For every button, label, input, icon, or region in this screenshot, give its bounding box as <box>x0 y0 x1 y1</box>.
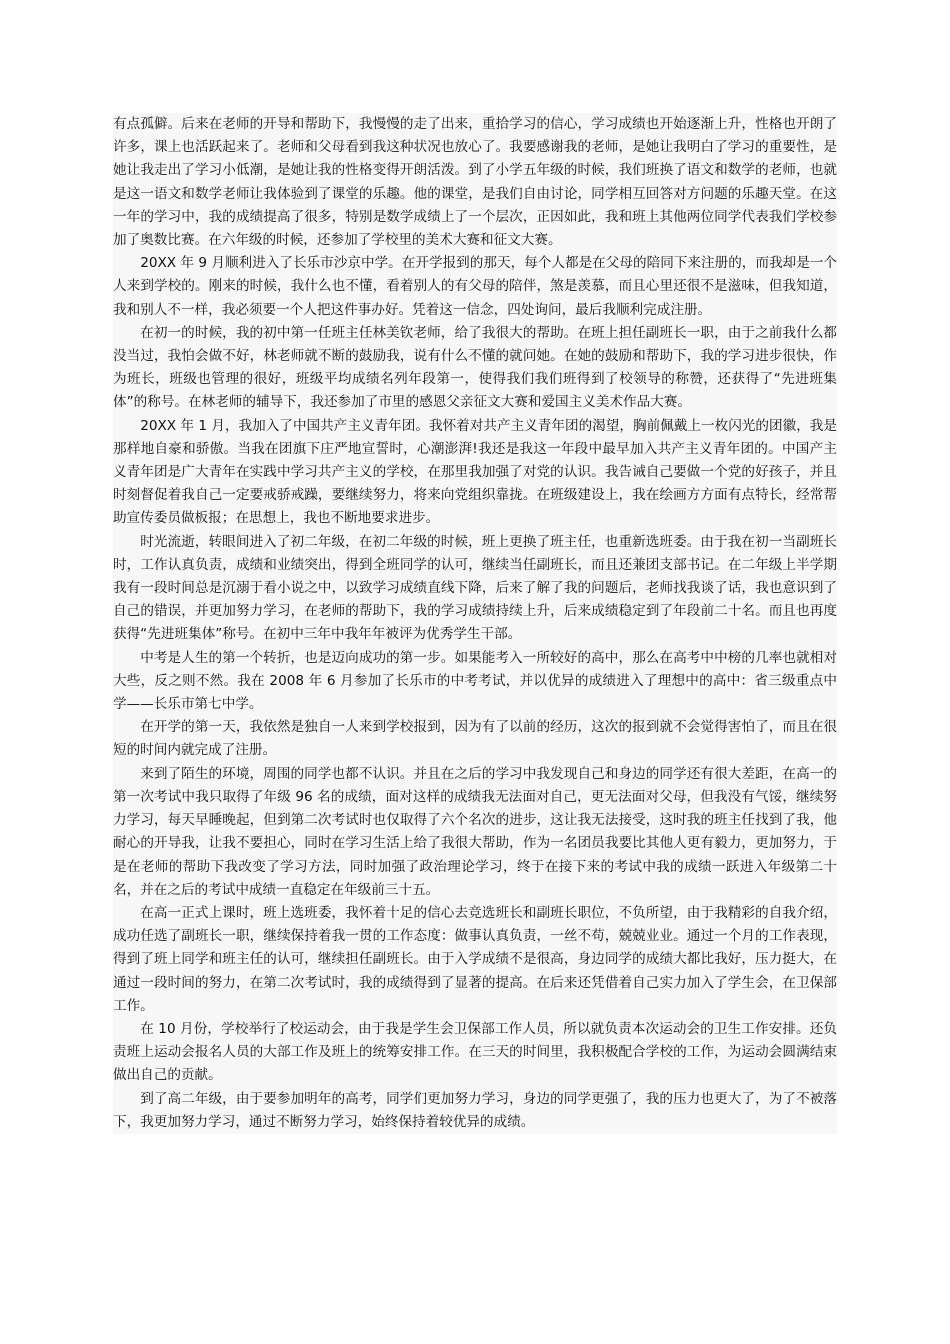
paragraph-sports-meet: 在 10 月份，学校举行了校运动会，由于我是学生会卫保部工作人员，所以就负责本次运动会的卫生工作安排。还负责班上运动会报名人员的大部工作及班上的统筹安排工作。在三天的时间里，我积极配合学校的工作，为运动会圆满结束做出自己的贡献。 <box>113 1020 837 1084</box>
paragraph-high-school-exam: 中考是人生的第一个转折，也是迈向成功的第一步。如果能考入一所较好的高中，那么在高考中中榜的几率也就相对大些，反之则不然。我在 2008 年 6 月参加了长乐市的中考考试，并以优异的成绩进入了理想中的高中：省三级重点中学——长乐市第七中学。 <box>113 649 837 713</box>
paragraph-primary-school: 有点孤僻。后来在老师的开导和帮助下，我慢慢的走了出来，重拾学习的信心，学习成绩也开始逐渐上升，性格也开朗了许多，课上也活跃起来了。老师和父母看到我这种状况也放心了。我要感谢我的老师，是她让我明白了学习的重要性，是她让我走出了学习小低潮，是她让我的性格变得开朗活泼。到了小学五年级的时候，我们班换了语文和数学的老师，也就是这一语文和数学老师让我体验到了课堂的乐趣。他的课堂，是我们自由讨论，同学相互回答对方问题的乐趣天堂。在这一年的学习中，我的成绩提高了很多，特别是数学成绩上了一个层次，正因如此，我和班上其他两位同学代表我们学校参加了奥数比赛。在六年级的时候，还参加了学校里的美术大赛和征文大赛。 <box>113 116 837 249</box>
paragraph-first-day: 在开学的第一天，我依然是独自一人来到学校报到，因为有了以前的经历，这次的报到就不会觉得害怕了，而且在很短的时间内就完成了注册。 <box>113 719 837 759</box>
paragraph-grade-eleven: 到了高二年级，由于要参加明年的高考，同学们更加努力学习，身边的同学更强了，我的压力也更大了，为了不被落下，我更加努力学习，通过不断努力学习，始终保持着较优异的成绩。 <box>113 1090 837 1130</box>
paragraph-new-environment: 来到了陌生的环境，周围的同学也都不认识。并且在之后的学习中我发现自己和身边的同学还有很大差距，在高一的第一次考试中我只取得了年级 96 名的成绩，面对这样的成绩我无法面对自己，更无法面对父母，但我没有气馁，继续努力学习，每天早睡晚起，但到第二次考试时也仅取得了六个名次的进步，这让我无法接受，这时我的班主任找到了我，他耐心的开导我，让我不要担心，同时在学习生活上给了我很大帮助，作为一名团员我要比其他人更有毅力，更加努力，于是在老师的帮助下我改变了学习方法，同时加强了政治理论学习，终于在接下来的考试中我的成绩一跃进入年级第二十名，并在之后的考试中成绩一直稳定在年级前三十五。 <box>113 765 837 898</box>
body-text <box>113 113 837 1134</box>
paragraph-youth-league: 20XX 年 1 月，我加入了中国共产主义青年团。我怀着对共产主义青年团的渴望，胸前佩戴上一枚闪光的团徽，我是那样地自豪和骄傲。当我在团旗下庄严地宣誓时，心潮澎湃!我还是我这一年段中最早加入共产主义青年团的。中国产主义青年团是广大青年在实践中学习共产主义的学校，在那里我加强了对党的认识。我告诫自己要做一个党的好孩子，并且时刻督促着我自己一定要戒骄戒躁，要继续努力，将来向党组织靠拢。在班级建设上，我在绘画方方面有点特长，经常帮助宣传委员做板报；在思想上，我也不断地要求进步。 <box>113 417 837 527</box>
paragraph-grade-one-teacher: 在初一的时候，我的初中第一任班主任林美钦老师，给了我很大的帮助。在班上担任副班长一职，由于之前我什么都没当过，我怕会做不好，林老师就不断的鼓励我，说有什么不懂的就问她。在她的鼓励和帮助下，我的学习进步很快，作为班长，班级也管理的很好，班级平均成绩名列年段第一，使得我们我们班得到了校领导的称赞，还获得了“先进班集体”的称号。在林老师的辅导下，我还参加了市里的感恩父亲征文大赛和爱国主义美术作品大赛。 <box>113 324 837 411</box>
paragraph-grade-two: 时光流逝，转眼间进入了初二年级，在初二年级的时候，班上更换了班主任，也重新选班委。由于我在初一当副班长时，工作认真负责，成绩和业绩突出，得到全班同学的认可，继续当任副班长，而且还兼团支部书记。在二年级上半学期我有一段时间总是沉溺于看小说之中，以致学习成绩直线下降，后来了解了我的问题后，老师找我谈了话，我也意识到了自己的错误，并更加努力学习，在老师的帮助下，我的学习成绩持续上升，后来成绩稳定到了年段前二十名。而且也再度获得“先进班集体”称号。在初中三年中我年年被评为优秀学生干部。 <box>113 533 837 643</box>
paragraph-middle-school-entry: 20XX 年 9 月顺利进入了长乐市沙京中学。在开学报到的那天，每个人都是在父母的陪同下来注册的，而我却是一个人来到学校的。刚来的时候，我什么也不懂，看着别人的有父母的陪伴，煞是羡慕，而且心里还很不是滋味，但我知道，我和别人不一样，我必须要一个人把这件事办好。凭着这一信念，四处询问，最后我顺利完成注册。 <box>113 255 837 318</box>
paragraph-class-committee: 在高一正式上课时，班上选班委，我怀着十足的信心去竞选班长和副班长职位，不负所望，由于我精彩的自我介绍，成功任选了副班长一职，继续保持着我一贯的工作态度：做事认真负责，一丝不苟，兢兢业业。通过一个月的工作表现，得到了班上同学和班主任的认可，继续担任副班长。由于入学成绩不是很高，身边同学的成绩大都比我好，压力挺大，在通过一段时间的努力，在第二次考试时，我的成绩得到了显著的提高。在后来还凭借着自己实力加入了学生会，在卫保部工作。 <box>113 904 837 1014</box>
